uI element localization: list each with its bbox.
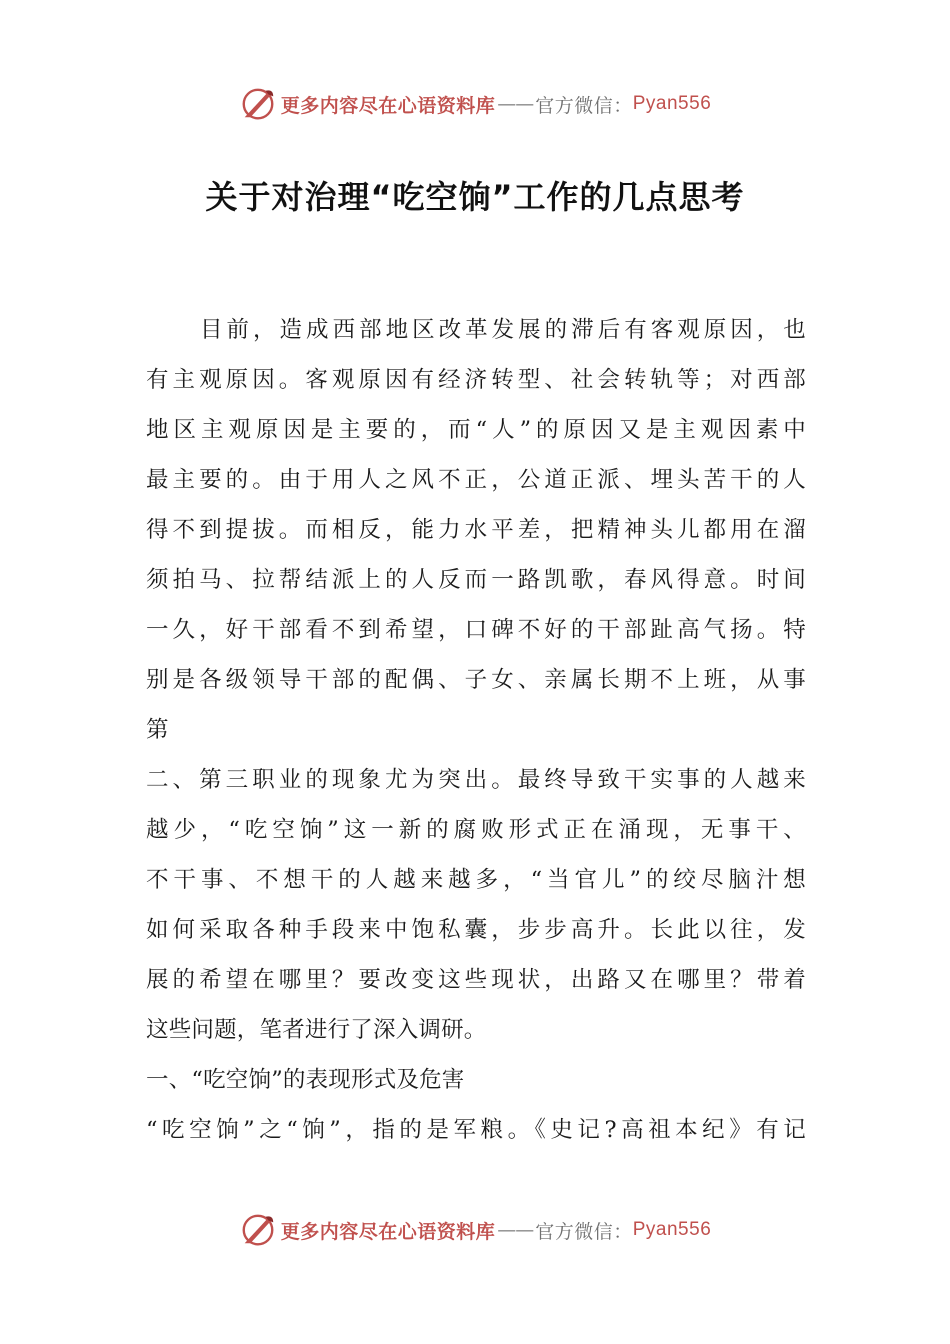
body-line: 须拍马、拉帮结派上的人反而一路凯歌，春风得意。时间 [146,567,806,593]
document-title: 关于对治理“吃空饷”工作的几点思考 [205,178,745,216]
body-line: 最主要的。由于用人之风不正，公道正派、埋头苦干的人 [146,467,806,493]
body-line: 一久，好干部看不到希望，口碑不好的干部趾高气扬。特 [146,617,806,643]
body-line: 第 [146,717,169,743]
body-line: 如何采取各种手段来中饱私囊，步步高升。长此以往，发 [146,917,806,943]
banner-handle: Pyan556 [632,93,712,114]
banner-brand: 更多内容尽在心语资料库 [280,1220,496,1243]
body-line: 地区主观原因是主要的，而“人”的原因又是主观因素中 [146,417,806,443]
body-line: 二、第三职业的现象尤为突出。最终导致干实事的人越来 [146,767,806,793]
banner-brand: 更多内容尽在心语资料库 [280,94,496,117]
header-watermark-banner [0,84,950,124]
body-line: 不干事、不想干的人越来越多，“当官儿”的绞尽脑汁想 [146,867,806,893]
body-line: 一、“吃空饷”的表现形式及危害 [146,1067,465,1093]
body-line: 越少，“吃空饷”这一新的腐败形式正在涌现，无事干、 [146,817,806,843]
banner-label: 官方微信： [535,94,633,117]
document-body [146,305,806,1155]
banner-dash: —— [497,1219,534,1241]
footer-watermark-banner [0,1210,950,1250]
banner-handle: Pyan556 [632,1219,712,1240]
body-line: 别是各级领导干部的配偶、子女、亲属长期不上班，从事 [146,667,806,693]
banner-label: 官方微信： [535,1220,633,1243]
body-line: 展的希望在哪里？要改变这些现状，出路又在哪里？带着 [146,967,806,993]
body-line: 得不到提拔。而相反，能力水平差，把精神头儿都用在溜 [146,517,806,543]
body-line: 目前，造成西部地区改革发展的滞后有客观原因，也 [200,317,806,343]
quill-logo-icon [239,1211,277,1249]
body-line: “吃空饷”之“饷”，指的是军粮。《史记?高祖本纪》有记 [146,1117,806,1143]
body-line: 这些问题，笔者进行了深入调研。 [146,1017,487,1043]
quill-logo-icon [239,85,277,123]
banner-dash: —— [497,93,534,115]
body-line: 有主观原因。客观原因有经济转型、社会转轨等；对西部 [146,367,806,393]
